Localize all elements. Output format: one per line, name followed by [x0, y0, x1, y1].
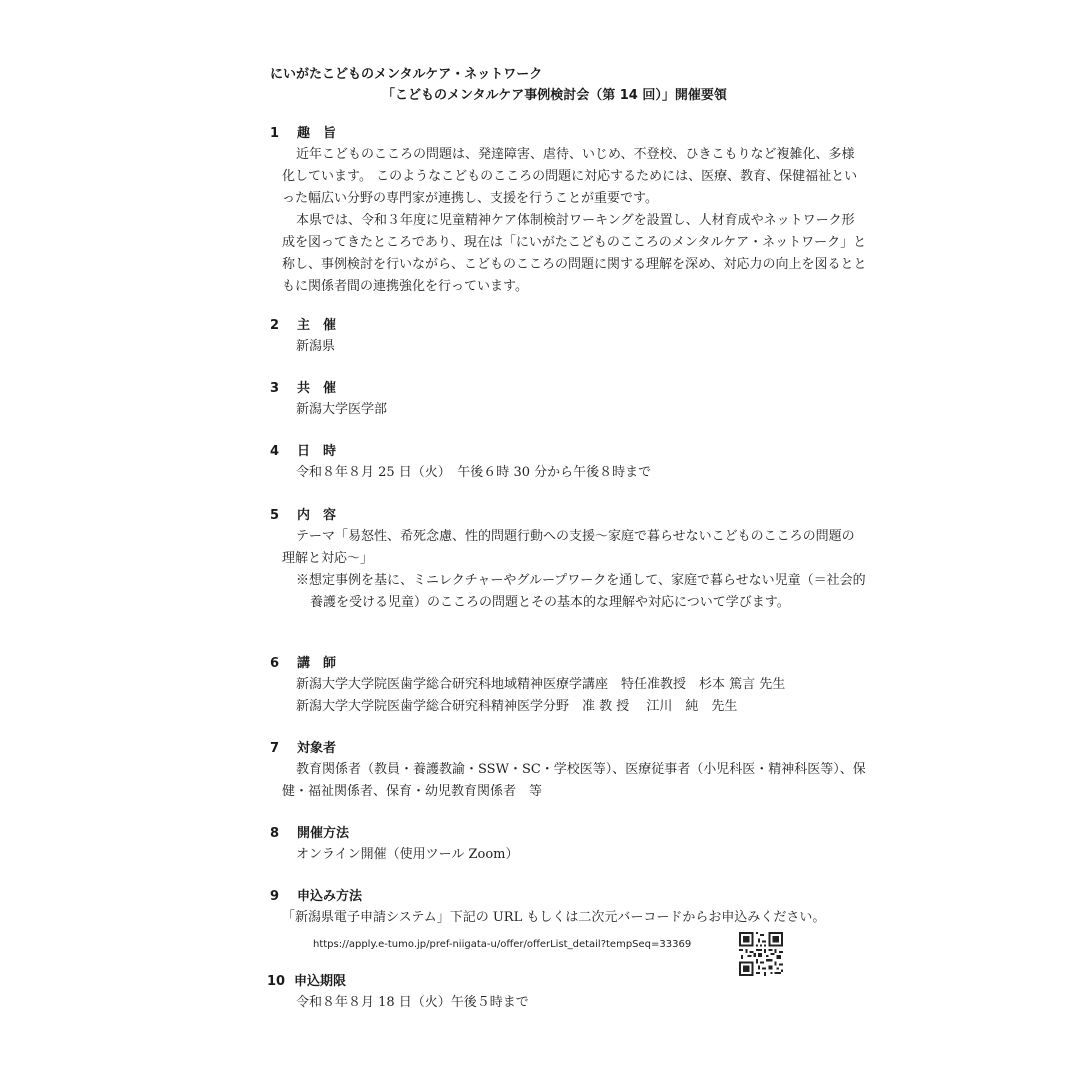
section-heading	[270, 124, 870, 144]
section-title: 趣 旨	[297, 126, 337, 141]
application-url-link[interactable]: https://apply.e-tumo.jp/pref-niigata-u/offer/offerList_detail?tempSeq=33369	[313, 939, 692, 950]
section-heading	[270, 887, 870, 907]
section-application	[270, 887, 870, 929]
section-title: 共 催	[297, 381, 337, 396]
section-purpose	[270, 124, 870, 298]
section-heading	[270, 442, 870, 462]
section-body: 新潟大学医学部	[296, 402, 388, 417]
section-body: 教育関係者（教員・養護教諭・SSW・SC・学校医等）、医療従事者（小児科医・精神科医等）、保健・福祉関係者、保育・幼児教育関係者 等	[282, 762, 866, 799]
section-title: 日 時	[297, 444, 337, 459]
section-heading	[267, 972, 870, 992]
section-number: 6	[270, 656, 280, 671]
section-body: オンライン開催（使用ツール Zoom）	[296, 847, 519, 862]
section-number: 2	[270, 318, 280, 333]
section-title: 申込み方法	[297, 889, 363, 904]
section-body: 令和８年８月 25 日（火） 午後６時 30 分から午後８時まで	[296, 465, 652, 480]
section-title: 講 師	[297, 656, 337, 671]
section-number: 9	[270, 889, 280, 904]
section-body-wrap	[270, 336, 867, 358]
section-body-wrap	[270, 462, 867, 484]
section-body-wrap	[270, 526, 867, 614]
content-note: ※想定事例を基に、ミニレクチャーやグループワークを通して、家庭で暮らせない児童（＝社会的養護を受ける児童）のこころの問題とその基本的な理解や対応について学びます。	[296, 573, 866, 610]
section-title: 内 容	[297, 508, 337, 523]
section-heading	[270, 824, 870, 844]
section-body: 令和８年８月 18 日（火）午後５時まで	[296, 995, 529, 1010]
section-number: 3	[270, 381, 280, 396]
section-number: 1	[270, 126, 280, 141]
section-heading	[270, 654, 870, 674]
section-lecturers	[270, 654, 870, 718]
section-number: 8	[270, 826, 280, 841]
section-deadline	[267, 972, 870, 1014]
section-heading	[270, 379, 870, 399]
section-title: 主 催	[297, 318, 337, 333]
lecturer-1: 新潟大学大学院医歯学総合研究科地域精神医療学講座 特任准教授 杉本 篤言 先生	[296, 677, 786, 692]
section-body-wrap	[270, 992, 867, 1014]
section-method	[270, 824, 870, 866]
document-title: 「こどものメンタルケア事例検討会（第 14 回）」開催要領	[382, 88, 727, 103]
section-body-wrap	[270, 844, 867, 866]
section-audience	[270, 739, 870, 803]
section-number: 10	[267, 974, 286, 989]
section-title: 対象者	[297, 741, 337, 756]
section-body-wrap	[270, 399, 867, 421]
content-theme: テーマ「易怒性、希死念慮、性的問題行動への支援～家庭で暮らせないこどものこころの問題の理解と対応～」	[282, 529, 855, 566]
section-body-wrap	[270, 759, 867, 803]
section-organizer	[270, 316, 870, 358]
section-number: 4	[270, 444, 280, 459]
section-heading	[270, 506, 870, 526]
organization-name: にいがたこどものメンタルケア・ネットワーク	[270, 67, 543, 82]
section-co-organizer	[270, 379, 870, 421]
section-heading	[270, 739, 870, 759]
section-heading	[270, 316, 870, 336]
section-title: 申込期限	[294, 974, 347, 989]
section-content	[270, 506, 870, 614]
lecturer-2: 新潟大学大学院医歯学総合研究科精神医学分野 准 教 授 江川 純 先生	[296, 699, 738, 714]
qr-code-icon[interactable]	[739, 932, 783, 976]
purpose-paragraph-2: 本県では、令和３年度に児童精神ケア体制検討ワーキングを設置し、人材育成やネットワーク形成を図ってきたところであり、現在は「にいがたこどものこころのメンタルケア・ネットワーク」と称し、事例検討を行いながら、こどものこころの問題に関する理解を深め、対応力の向上を図るとともに関係者間の連携強化を行っています。	[282, 213, 867, 294]
purpose-paragraph-1: 近年こどものこころの問題は、発達障害、虐待、いじめ、不登校、ひきこもりなど複雑化、多様化しています。 このようなこどものこころの問題に対応するためには、医療、教育、保健福祉といった幅広い分野の専門家が連携し、支援を行うことが重要です。	[282, 147, 858, 206]
section-body: 新潟県	[296, 339, 336, 354]
section-number: 7	[270, 741, 280, 756]
section-body-wrap	[270, 907, 867, 929]
section-number: 5	[270, 508, 280, 523]
section-body	[270, 144, 867, 298]
section-body-wrap	[270, 674, 867, 718]
section-body: 「新潟県電子申請システム」下記の URL もしくは二次元バーコードからお申込みください。	[282, 910, 826, 925]
section-datetime	[270, 442, 870, 484]
section-title: 開催方法	[297, 826, 350, 841]
